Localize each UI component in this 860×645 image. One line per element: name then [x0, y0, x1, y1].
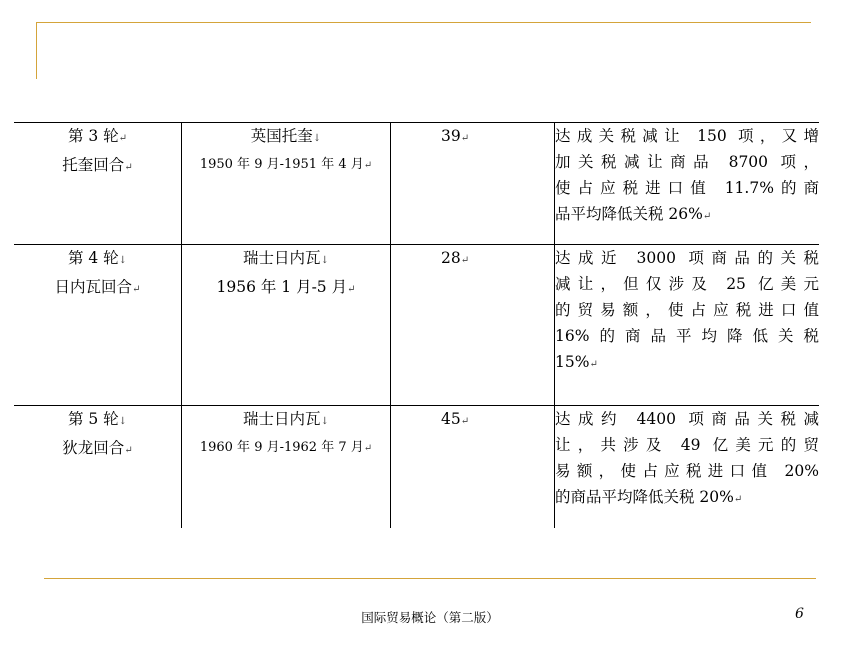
table-row — [14, 245, 819, 406]
paragraph-mark: ↵ — [347, 284, 356, 295]
result-line: 达成近 3000 项商品的关税 — [555, 249, 819, 267]
venue-place: 瑞士日内瓦 — [243, 410, 321, 428]
participant-count: 39 — [441, 127, 461, 145]
round-cell — [14, 406, 182, 528]
footer-book-title: 国际贸易概论（第二版） — [361, 610, 499, 625]
round-name: 托奎回合 — [62, 156, 125, 174]
line-break-mark: ↓ — [118, 255, 128, 266]
round-cell — [14, 123, 182, 245]
venue-period: 1960 年 9 月-1962 年 7 月 — [199, 440, 364, 455]
line-break-mark: ↓ — [312, 133, 322, 144]
line-break-mark: ↓ — [320, 416, 329, 427]
result-line: 减让，但仅涉及 25 亿美元 — [555, 275, 819, 293]
participants-cell — [391, 245, 555, 406]
result-line: 加关税减让商品 8700 项， — [555, 153, 819, 171]
paragraph-mark: ↵ — [132, 284, 141, 295]
participant-count: 28 — [441, 249, 461, 267]
table-row — [14, 123, 819, 245]
round-cell — [14, 245, 182, 406]
paragraph-mark: ↵ — [460, 255, 470, 266]
result-line: 16%的商品平均降低关税 — [555, 327, 819, 345]
gatt-rounds-table — [14, 122, 819, 528]
venue-period: 1956 年 1 月-5 月 — [216, 278, 348, 296]
venue-cell — [182, 123, 391, 245]
result-line: 达成约 4400 项商品关税减 — [555, 410, 819, 428]
round-number: 第 3 轮 — [67, 127, 119, 145]
venue-cell — [182, 245, 391, 406]
result-line: 品平均降低关税 26% — [555, 205, 703, 223]
participant-count: 45 — [441, 410, 461, 428]
venue-period: 1950 年 9 月-1951 年 4 月 — [199, 157, 364, 172]
result-line: 15% — [555, 353, 590, 371]
line-break-mark: ↓ — [320, 255, 329, 266]
venue-place: 英国托奎 — [250, 127, 313, 145]
line-break-mark: ↓ — [118, 416, 128, 427]
result-cell — [555, 245, 820, 406]
round-number: 第 5 轮 — [67, 410, 119, 428]
result-line: 使占应税进口值 11.7%的商 — [555, 179, 819, 197]
result-line: 达成关税减让 150 项，又增 — [555, 127, 819, 145]
paragraph-mark: ↵ — [124, 162, 133, 173]
venue-cell — [182, 406, 391, 528]
paragraph-mark: ↵ — [363, 160, 373, 171]
result-line: 让，共涉及 49 亿美元的贸 — [555, 436, 819, 454]
paragraph-mark: ↵ — [460, 133, 470, 144]
table-row — [14, 406, 819, 528]
paragraph-mark: ↵ — [460, 416, 470, 427]
result-cell — [555, 123, 820, 245]
venue-place: 瑞士日内瓦 — [243, 249, 321, 267]
result-line: 易额，使占应税进口值 20% — [555, 462, 819, 480]
line-break-mark: ↵ — [118, 133, 128, 144]
round-number: 第 4 轮 — [67, 249, 119, 267]
round-name: 狄龙回合 — [62, 439, 125, 457]
title-placeholder-frame — [36, 22, 811, 79]
footer-divider — [44, 578, 816, 579]
result-cell — [555, 406, 820, 528]
result-line: 的贸易额，使占应税进口值 — [555, 301, 819, 319]
paragraph-mark: ↵ — [124, 445, 133, 456]
paragraph-mark: ↵ — [702, 211, 712, 222]
page-number: 6 — [795, 606, 804, 622]
paragraph-mark: ↵ — [733, 494, 743, 505]
paragraph-mark: ↵ — [363, 443, 373, 454]
round-name: 日内瓦回合 — [54, 278, 133, 296]
participants-cell — [391, 406, 555, 528]
participants-cell — [391, 123, 555, 245]
result-line: 的商品平均降低关税 20% — [555, 488, 734, 506]
paragraph-mark: ↵ — [589, 359, 598, 370]
